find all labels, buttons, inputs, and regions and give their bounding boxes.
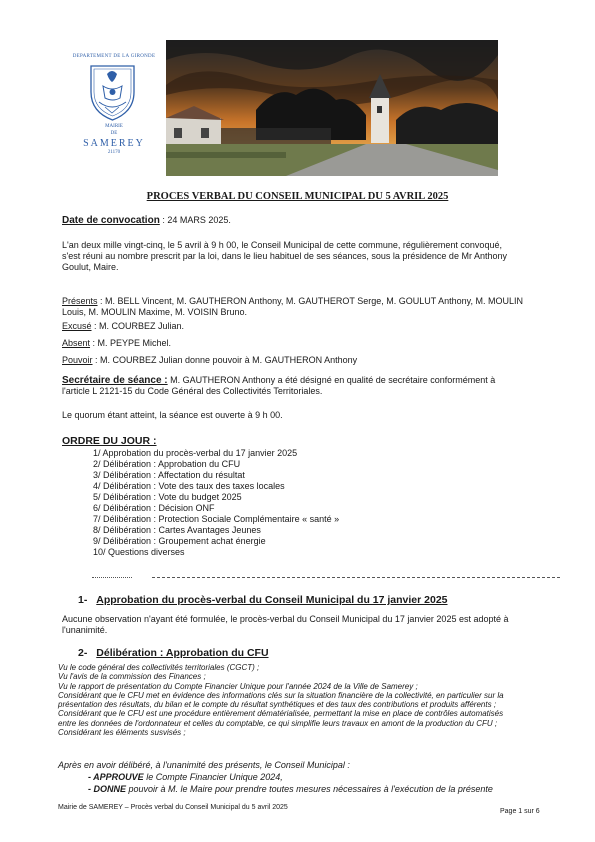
presents-list-line1: : M. BELL Vincent, M. GAUTHERON Anthony, M. GAUTHEROT Serge, M. GOULUT Anthony, M. MOULIN [97, 296, 523, 306]
presents-label: Présents [62, 296, 98, 306]
considerant-line: entre les données de l'ordonnateur et celles du comptable, ce qui simplifie leurs travaux en amont de la production du CFU ; [58, 718, 498, 728]
section1-title: Approbation du procès-verbal du Conseil Municipal du 17 janvier 2025 [96, 594, 448, 606]
pouvoir-line [62, 355, 357, 366]
decision-approuve-text: le Compte Financier Unique 2024, [143, 772, 283, 782]
considerant-line: Considérant que le CFU met en évidence des informations clés sur la situation financière de la collectivité, en particulier sur la [58, 690, 504, 700]
intro-line: s'est réuni au nombre prescrit par la loi, dans le lieu habituel de ses séances, sous la présidence de Mr Anthony [62, 251, 507, 261]
ordre-du-jour-heading: ORDRE DU JOUR : [62, 435, 157, 447]
footer-left: Mairie de SAMEREY – Procès verbal du Conseil Municipal du 5 avril 2025 [58, 804, 288, 811]
ordre-du-jour-list [93, 448, 339, 558]
commune-crest-logo [85, 62, 140, 122]
section1-line2: l'unanimité. [62, 625, 108, 635]
intro-paragraph [62, 240, 572, 273]
section2-title: Délibération : Approbation du CFU [96, 647, 269, 659]
absent-line [62, 338, 171, 349]
considerant-line: Vu le code général des collectivités territoriales (CGCT) ; [58, 663, 260, 672]
logo-de-label: DE [110, 131, 118, 136]
section2-apres: Après en avoir délibéré, à l'unanimité des présents, le Conseil Municipal : [58, 760, 350, 770]
agenda-item: 8/ Délibération : Cartes Avantages Jeunes [93, 525, 261, 535]
secretaire-line1: M. GAUTHERON Anthony a été désigné en qualité de secrétaire conformément à [167, 375, 496, 385]
excuse-value: : M. COURBEZ Julian. [91, 321, 185, 331]
absent-value: : M. PEYPE Michel. [90, 338, 172, 348]
section1-line1: Aucune observation n'ayant été formulée, le procès-verbal du Conseil Municipal du 17 janvier 2025 est adopté à [62, 614, 509, 624]
logo-mairie-label: MAIRIE [105, 124, 123, 129]
logo-commune-name: SAMEREY [83, 138, 145, 149]
decision-donne [88, 784, 493, 795]
agenda-item: 10/ Questions diverses [93, 547, 185, 557]
separator-dashes [152, 577, 560, 578]
presents-paragraph [62, 296, 572, 318]
section1-paragraph [62, 614, 582, 636]
convocation-label: Date de convocation [62, 215, 160, 226]
intro-line: L'an deux mille vingt-cinq, le 5 avril à 9 h 00, le Conseil Municipal de cette commune, régulièrement convoqué, [62, 240, 502, 250]
decision-approuve [88, 772, 283, 783]
decision-approuve-verb: - APPROUVE [88, 772, 144, 782]
secretaire-line2: l'article L 2121-15 du Code Général des Collectivités Territoriales. [62, 386, 323, 396]
section1-number: 1- [78, 594, 88, 606]
secretaire-paragraph [62, 375, 577, 397]
pouvoir-label: Pouvoir [62, 355, 93, 365]
footer-page-number: Page 1 sur 6 [500, 808, 540, 815]
agenda-item: 7/ Délibération : Protection Sociale Complémentaire « santé » [93, 514, 340, 524]
pouvoir-value: : M. COURBEZ Julian donne pouvoir à M. GAUTHERON Anthony [92, 355, 358, 365]
decision-donne-text: pouvoir à M. le Maire pour prendre toutes mesures nécessaires à l'exécution de la présente [126, 784, 493, 794]
secretaire-label: Secrétaire de séance : [62, 375, 168, 386]
separator-dots [92, 577, 132, 578]
considerant-line: Considérant que le CFU est une procédure entièrement dématérialisée, permettant la mise en place de contrôles automatisés [58, 709, 504, 719]
considerant-line: Vu le rapport de présentation du Compte Financier Unique pour l'année 2024 de la Ville de Samerey ; [58, 681, 418, 691]
intro-line: Goulut, Maire. [62, 262, 119, 272]
agenda-item: 9/ Délibération : Groupement achat énergie [93, 536, 266, 546]
section2-number: 2- [78, 647, 88, 659]
agenda-item: 6/ Délibération : Décision ONF [93, 503, 215, 513]
considerant-line: Considérant les éléments susvisés ; [58, 728, 186, 738]
presents-list-line2: Louis, M. MOULIN Maxime, M. VOISIN Bruno. [62, 307, 248, 317]
agenda-item: 2/ Délibération : Approbation du CFU [93, 459, 241, 469]
section2-heading [78, 647, 269, 659]
department-label: DEPARTEMENT DE LA GIRONDE [72, 54, 156, 59]
considerant-line: Vu l'avis de la commission des Finances ; [58, 672, 206, 682]
convocation-date: : 24 MARS 2025. [159, 215, 231, 225]
logo-postal-code: 21170 [107, 150, 121, 155]
quorum-line: Le quorum étant atteint, la séance est ouverte à 9 h 00. [62, 410, 283, 420]
convocation-line [62, 215, 231, 226]
decision-donne-verb: - DONNE [88, 784, 126, 794]
document-title: PROCES VERBAL DU CONSEIL MUNICIPAL DU 5 AVRIL 2025 [146, 191, 449, 202]
section2-considerants [58, 663, 583, 737]
village-church-photo [166, 40, 498, 176]
section1-heading [78, 594, 448, 606]
agenda-item: 3/ Délibération : Affectation du résultat [93, 470, 245, 480]
agenda-item: 5/ Délibération : Vote du budget 2025 [93, 492, 242, 502]
agenda-item: 4/ Délibération : Vote des taux des taxes locales [93, 481, 285, 491]
agenda-item: 1/ Approbation du procès-verbal du 17 janvier 2025 [93, 448, 298, 458]
absent-label: Absent [62, 338, 91, 348]
considerant-line: présentation des résultats, du bilan et le compte du résultat synthétiques et des taux des contributions et produits afférents ; [58, 700, 497, 710]
excuse-label: Excusé [62, 321, 92, 331]
excuse-line [62, 321, 184, 332]
